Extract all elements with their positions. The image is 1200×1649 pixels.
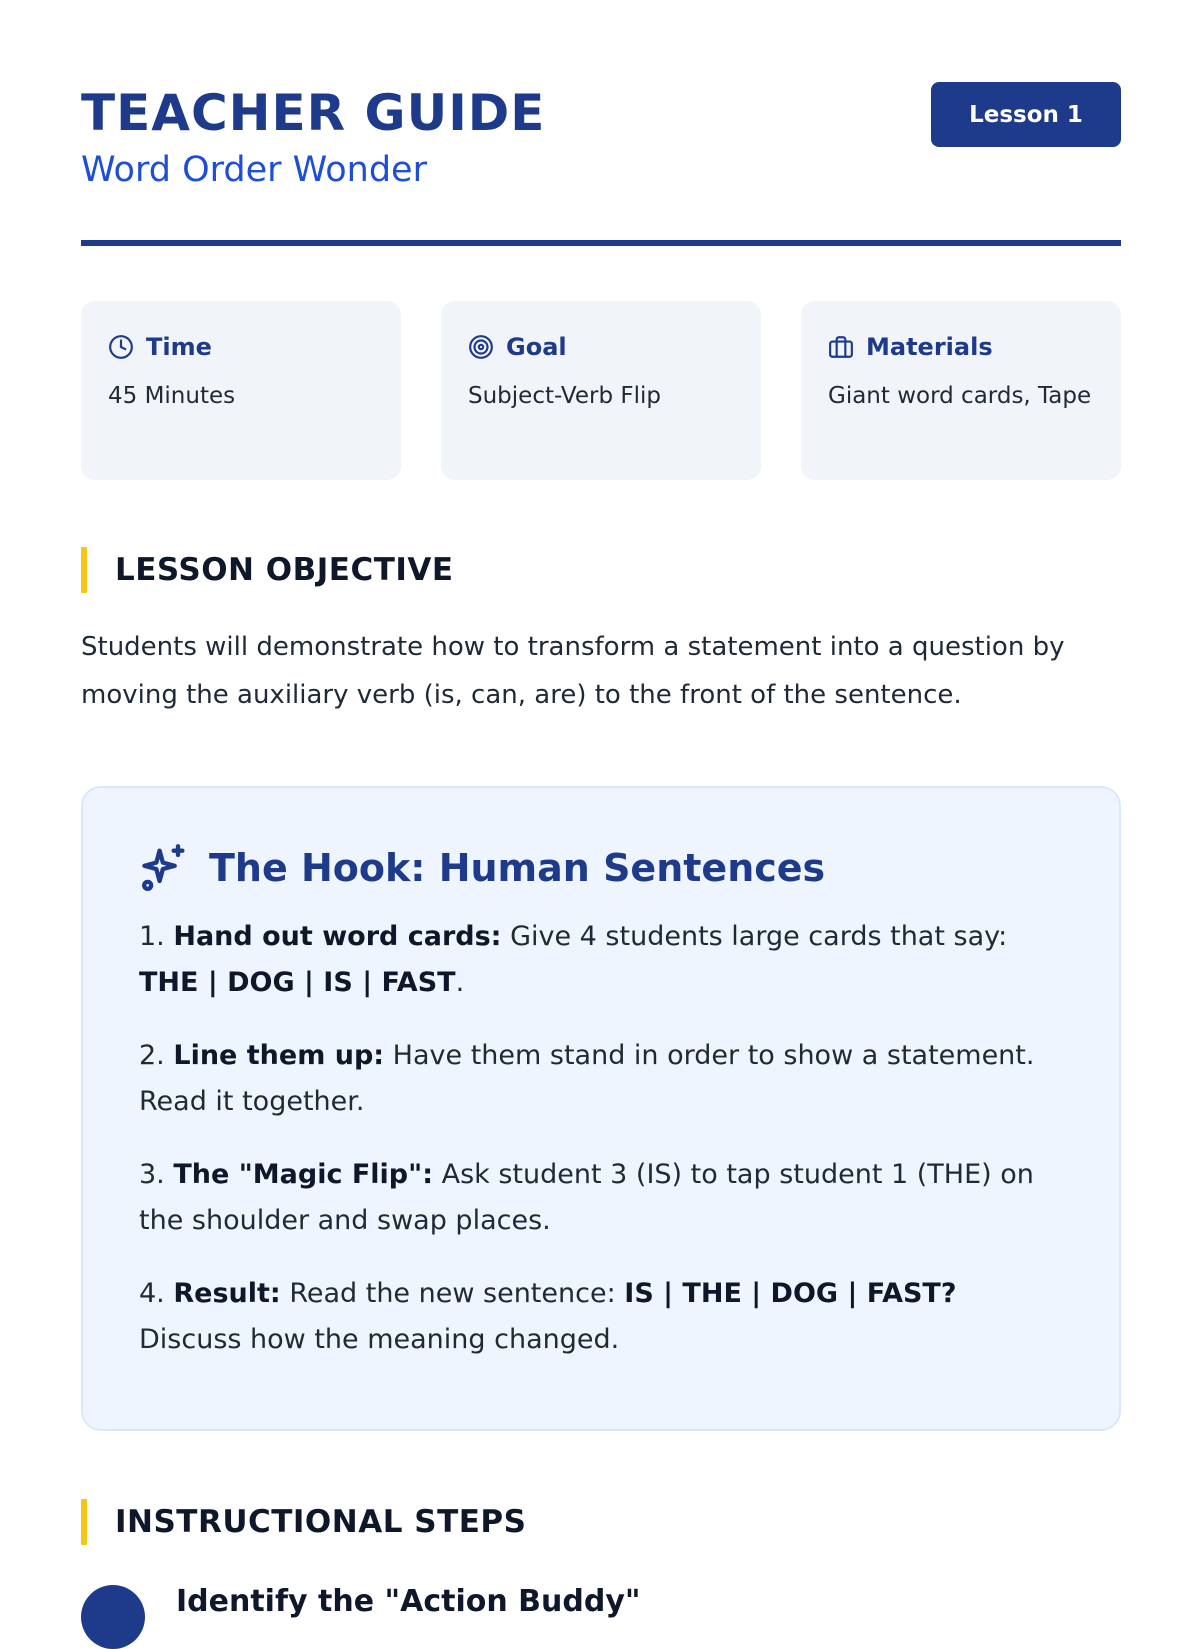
info-card-label: Goal <box>506 333 567 361</box>
info-card-label: Materials <box>866 333 993 361</box>
target-icon <box>468 334 494 360</box>
section-title: LESSON OBJECTIVE <box>115 552 454 588</box>
section-accent-bar <box>81 547 87 593</box>
step-title: Identify the "Action Buddy" <box>176 1584 641 1619</box>
hook-step-label: The "Magic Flip": <box>173 1159 433 1190</box>
header-divider <box>81 240 1121 246</box>
hook-step-tail: . <box>455 967 465 998</box>
teacher-guide-page <box>81 0 1121 1619</box>
hook-step-text: Give 4 students large cards that say: <box>510 921 1008 952</box>
hook-step-label: Line them up: <box>173 1040 385 1071</box>
info-card-time <box>81 301 401 480</box>
hook-step-number: 1. <box>139 921 165 952</box>
hook-step-text: Read the new sentence: <box>289 1278 616 1309</box>
hook-step-tail: Discuss how the meaning changed. <box>139 1324 620 1355</box>
hook-panel <box>81 786 1121 1431</box>
lesson-subtitle: Word Order Wonder <box>81 150 427 190</box>
info-card-value: Giant word cards, Tape <box>828 383 1092 409</box>
hook-step-text: Ask student 3 (IS) to tap student 1 (THE) on the shoulder and swap places. <box>139 1159 1034 1236</box>
info-card-value: 45 Minutes <box>108 383 236 409</box>
hook-step <box>139 1152 1063 1244</box>
instructional-heading <box>81 1499 1121 1545</box>
hook-step-label: Hand out word cards: <box>173 921 502 952</box>
hook-header <box>139 840 1063 896</box>
hook-steps-list <box>139 914 1063 1363</box>
hook-step-number: 4. <box>139 1278 165 1309</box>
hook-step <box>139 914 1063 1006</box>
info-card-header <box>468 332 734 362</box>
info-card-header <box>828 332 1094 362</box>
clock-icon <box>108 334 134 360</box>
hook-step-label: Result: <box>173 1278 281 1309</box>
hook-title: The Hook: Human Sentences <box>209 846 826 890</box>
page-title: TEACHER GUIDE <box>81 84 546 142</box>
info-cards <box>81 301 1121 480</box>
lesson-badge: Lesson 1 <box>931 82 1121 147</box>
hook-step-number: 2. <box>139 1040 165 1071</box>
info-card-label: Time <box>146 333 212 361</box>
sparkles-icon <box>139 842 191 894</box>
hook-step-emphasis: IS | THE | DOG | FAST? <box>624 1278 957 1309</box>
hook-step <box>139 1271 1063 1363</box>
objective-text: Students will demonstrate how to transform a statement into a question by moving the auxiliary verb (is, can, are) to the front of the sentence. <box>81 632 1065 710</box>
objective-heading <box>81 547 1121 593</box>
section-title: INSTRUCTIONAL STEPS <box>115 1504 527 1540</box>
hook-step-number: 3. <box>139 1159 165 1190</box>
info-card-materials <box>801 301 1121 480</box>
instructional-step-preview <box>81 1582 1121 1642</box>
section-accent-bar <box>81 1499 87 1545</box>
hook-step <box>139 1033 1063 1125</box>
info-card-header <box>108 332 374 362</box>
hook-step-emphasis: THE | DOG | IS | FAST <box>139 967 456 998</box>
briefcase-icon <box>828 334 854 360</box>
step-number-badge <box>81 1585 145 1649</box>
info-card-goal <box>441 301 761 480</box>
guide-header <box>81 82 1121 202</box>
info-card-value: Subject-Verb Flip <box>468 383 662 409</box>
hook-step-text: Have them stand in order to show a statement. Read it together. <box>139 1040 1035 1117</box>
